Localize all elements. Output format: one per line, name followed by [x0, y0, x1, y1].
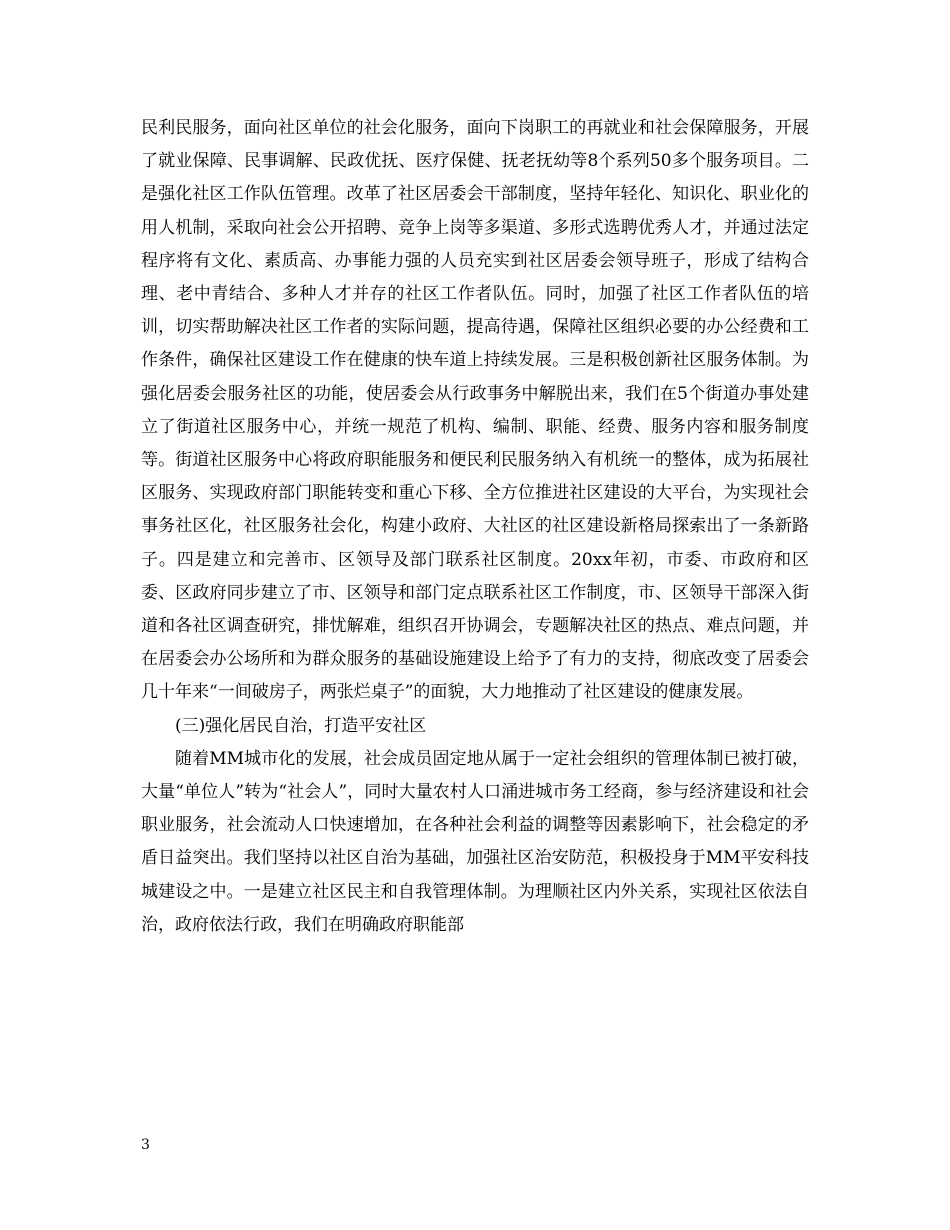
paragraph-continued: 民利民服务，面向社区单位的社会化服务，面向下岗职工的再就业和社会保障服务，开展了就业保障、民事调解、民政优抚、医疗保健、抚老抚幼等8个系列50多个服务项目。二是强化社区工作队伍管理。改革了社区居委会干部制度，坚持年轻化、知识化、职业化的用人机制，采取向社会公开招聘、竞争上岗等多渠道、多形式选聘优秀人才，并通过法定程序将有文化、素质高、办事能力强的人员充实到社区居委会领导班子，形成了结构合理、老中青结合、多种人才并存的社区工作者队伍。同时，加强了社区工作者队伍的培训，切实帮助解决社区工作者的实际问题，提高待遇，保障社区组织必要的办公经费和工作条件，确保社区建设工作在健康的快车道上持续发展。三是积极创新社区服务体制。为强化居委会服务社区的功能，使居委会从行政事务中解脱出来，我们在5个街道办事处建立了街道社区服务中心，并统一规范了机构、编制、职能、经费、服务内容和服务制度等。街道社区服务中心将政府职能服务和便民利民服务纳入有机统一的整体，成为拓展社区服务、实现政府部门职能转变和重心下移、全方位推进社区建设的大平台，为实现社会事务社区化，社区服务社会化，构建小政府、大社区的社区建设新格局探索出了一条新路子。四是建立和完善市、区领导及部门联系社区制度。20xx年初，市委、市政府和区委、区政府同步建立了市、区领导和部门定点联系社区工作制度，市、区领导干部深入街道和各社区调查研究，排忧解难，组织召开协调会，专题解决社区的热点、难点问题，并在居委会办公场所和为群众服务的基础设施建设上给予了有力的支持，彻底改变了居委会几十年来“一间破房子，两张烂桌子”的面貌，大力地推动了社区建设的健康发展。 [141, 118, 809, 703]
page-number: 3 [141, 1137, 150, 1153]
section-heading: (三)强化居民自治，打造平安社区 [175, 715, 427, 736]
document-body [141, 112, 809, 942]
paragraph: 随着MM城市化的发展，社会成员固定地从属于一定社会组织的管理体制已被打破，大量“单位人”转为“社会人”，同时大量农村人口涌进城市务工经商，参与经济建设和社会职业服务，社会流动人口快速增加，在各种社会利益的调整等因素影响下，社会稳定的矛盾日益突出。我们坚持以社区自治为基础，加强社区治安防范，积极投身于MM平安科技城建设之中。一是建立社区民主和自我管理体制。为理顺社区内外关系，实现社区依法自治，政府依法行政，我们在明确政府职能部 [141, 748, 809, 935]
